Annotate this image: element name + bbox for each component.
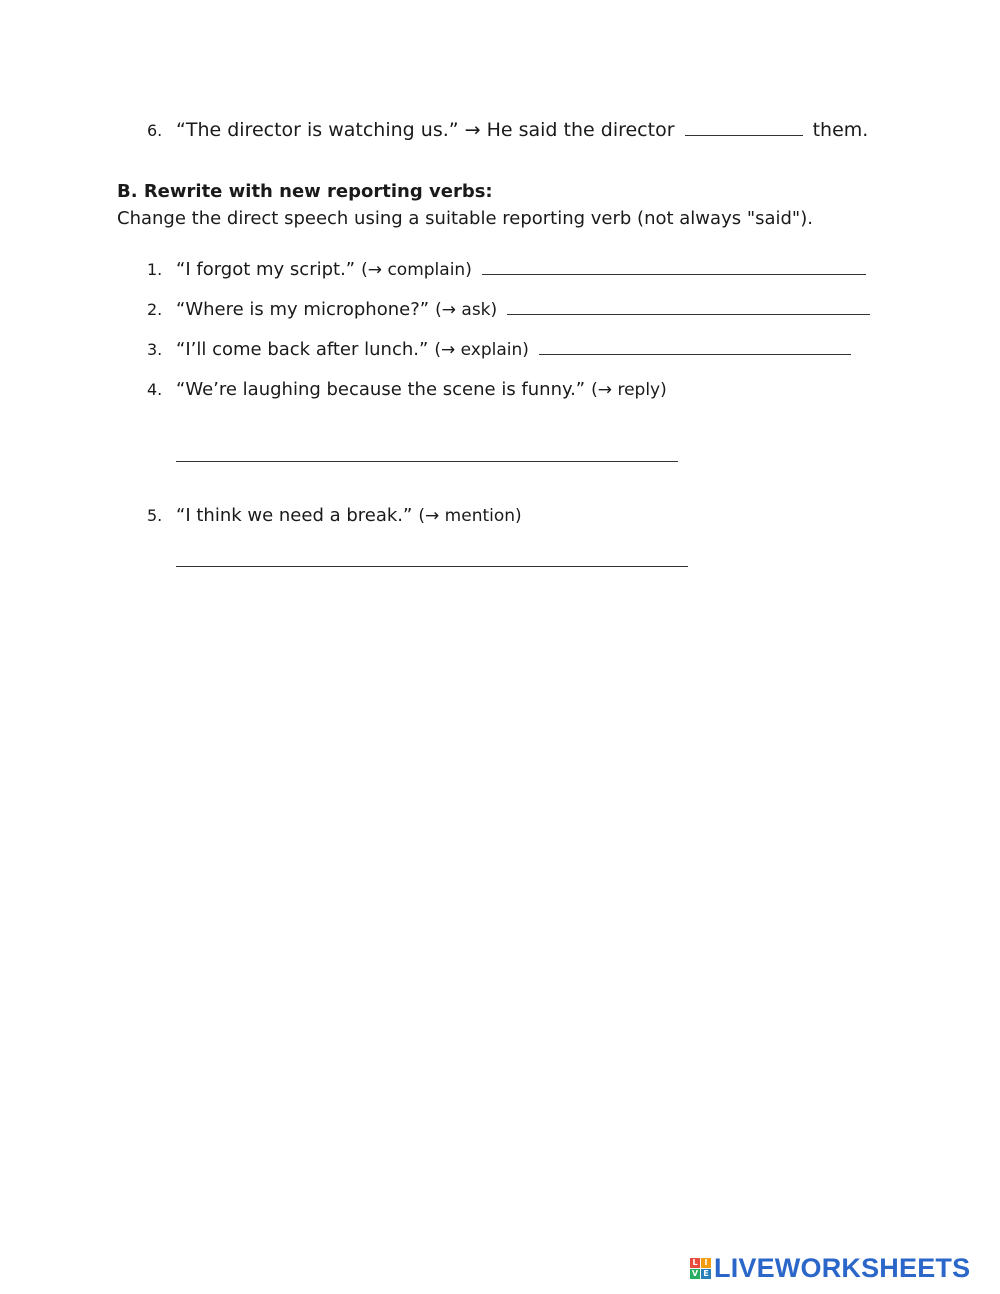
item-number: 2.	[147, 300, 163, 319]
item-number: 1.	[147, 260, 163, 279]
quote-text: “Where is my microphone?”	[176, 299, 430, 320]
exercise-item-3	[176, 338, 851, 361]
answer-blank[interactable]	[507, 299, 870, 315]
verb-hint: (→ explain)	[434, 340, 529, 360]
sentence-text-before: “The director is watching us.” → He said the director	[176, 119, 675, 141]
answer-line[interactable]	[176, 565, 688, 567]
exercise-item-5	[176, 504, 522, 527]
quote-text: “We’re laughing because the scene is funny.”	[176, 379, 586, 400]
item-number: 5.	[147, 506, 163, 525]
item-number: 3.	[147, 340, 163, 359]
quote-text: “I’ll come back after lunch.”	[176, 339, 429, 360]
verb-hint: (→ mention)	[418, 506, 522, 526]
sentence-text-after: them.	[812, 119, 869, 141]
exercise-item-4	[176, 378, 667, 401]
quote-text: “I think we need a break.”	[176, 505, 413, 526]
exercise-item-1	[176, 258, 866, 281]
exercise-item-2	[176, 298, 870, 321]
verb-hint: (→ reply)	[591, 380, 667, 400]
liveworksheets-logo-icon	[690, 1258, 711, 1279]
item-number: 4.	[147, 380, 163, 399]
answer-blank[interactable]	[685, 120, 803, 136]
logo-text: LIVEWORKSHEETS	[714, 1252, 971, 1283]
logo-icon-letter: I	[701, 1258, 711, 1268]
answer-blank[interactable]	[482, 259, 866, 275]
answer-blank[interactable]	[539, 339, 851, 355]
item-number: 6.	[147, 121, 163, 140]
logo-icon-letter: L	[690, 1258, 700, 1268]
verb-hint: (→ ask)	[435, 300, 498, 320]
answer-line[interactable]	[176, 460, 678, 462]
section-instruction: Change the direct speech using a suitable reporting verb (not always "said").	[117, 208, 813, 229]
liveworksheets-logo	[690, 1252, 970, 1284]
logo-icon-letter: E	[701, 1269, 711, 1279]
quote-text: “I forgot my script.”	[176, 259, 356, 280]
sentence-item-6	[176, 119, 868, 141]
verb-hint: (→ complain)	[361, 260, 472, 280]
logo-icon-letter: V	[691, 1268, 699, 1278]
section-heading: B. Rewrite with new reporting verbs:	[117, 181, 493, 202]
